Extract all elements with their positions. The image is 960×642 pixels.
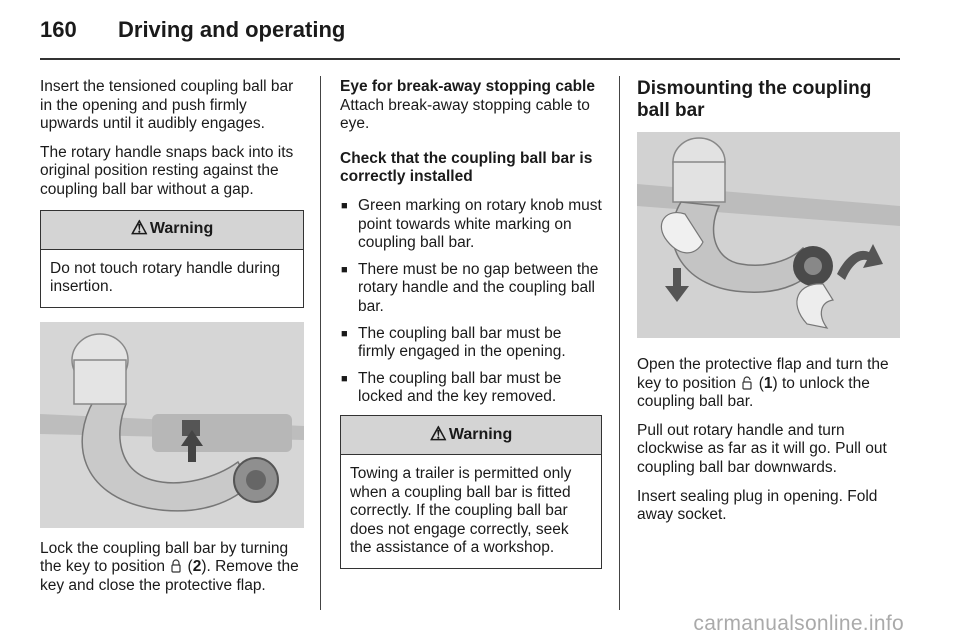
- watermark: carmanualsonline.info: [693, 612, 904, 635]
- column-3: [637, 78, 902, 535]
- list-item: ■ There must be no gap between the rotary handle and the coupling ball bar.: [340, 261, 602, 317]
- column-1: [40, 78, 304, 606]
- coupling-ball-bar-illustration: [40, 322, 304, 528]
- paragraph: Insert sealing plug in opening. Fold away socket.: [637, 487, 878, 524]
- warning-header: [41, 211, 303, 250]
- section-heading: Eye for break-away stopping cable: [340, 78, 595, 95]
- paragraph: Insert the tensioned coupling ball bar in the opening and push firmly upwards until it audibly engages.: [40, 78, 294, 133]
- figure-caption: Lock the coupling ball bar by turning the key to position (2). Remove the key and close the protective flap.: [40, 539, 299, 594]
- paragraph: Pull out rotary handle and turn clockwise as far as it will go. Pull out coupling ball bar downwards.: [637, 421, 887, 476]
- dismounting-illustration: [637, 132, 900, 338]
- header-rule: [40, 58, 900, 60]
- page-title: Driving and operating: [118, 17, 346, 42]
- column-divider: [320, 76, 321, 610]
- paragraph: The rotary handle snaps back into its original position resting against the coupling ball bar without a gap.: [40, 143, 294, 198]
- section-heading: Check that the coupling ball bar is correctly installed: [340, 149, 593, 186]
- warning-header: [341, 416, 601, 455]
- warning-text: Do not touch rotary handle during insertion.: [50, 259, 281, 296]
- warning-heading: Warning: [448, 425, 513, 443]
- page-number: 160: [40, 17, 77, 42]
- paragraph: Attach break-away stopping cable to eye.: [340, 96, 590, 133]
- checklist: [340, 197, 602, 407]
- lock-open-icon: [742, 376, 752, 390]
- column-divider: [619, 76, 620, 610]
- section-heading: Dismounting the coupling ball bar: [637, 78, 872, 121]
- list-item: ■ The coupling ball bar must be locked and the key removed.: [340, 370, 602, 407]
- page-header: [40, 0, 900, 58]
- paragraph: Open the protective flap and turn the key to position (1) to unlock the coupling ball bar.: [637, 356, 889, 411]
- warning-text: Towing a trailer is permitted only when a coupling ball bar is fitted correctly. If the coupling ball bar does not engage correctly, seek the assistance of a workshop.: [350, 464, 572, 557]
- warning-box: [340, 415, 602, 569]
- list-item: ■ The coupling ball bar must be firmly engaged in the opening.: [340, 325, 602, 362]
- warning-icon: ⚠: [429, 423, 447, 445]
- list-item: ■ Green marking on rotary knob must point towards white marking on coupling ball bar.: [340, 197, 602, 253]
- warning-box: [40, 210, 304, 308]
- warning-icon: ⚠: [130, 218, 148, 240]
- lock-closed-icon: [171, 559, 181, 573]
- warning-heading: Warning: [149, 220, 214, 238]
- column-2: [340, 78, 602, 569]
